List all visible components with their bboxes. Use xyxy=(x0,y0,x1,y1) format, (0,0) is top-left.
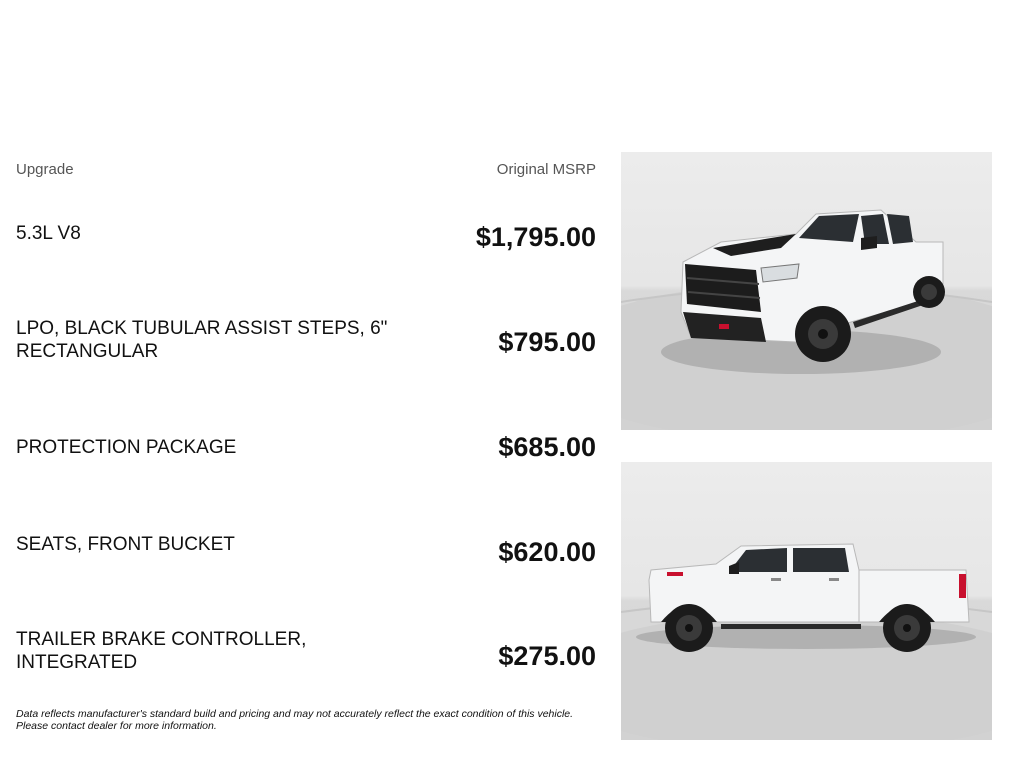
upgrade-row xyxy=(16,628,596,674)
upgrade-price: $275.00 xyxy=(498,641,596,671)
upgrade-price: $1,795.00 xyxy=(475,222,596,252)
vehicle-photo-front-quarter[interactable] xyxy=(621,152,992,430)
upgrade-name: TRAILER BRAKE CONTROLLER, INTEGRATED xyxy=(16,629,307,673)
upgrade-row xyxy=(16,222,596,252)
upgrade-name: LPO, BLACK TUBULAR ASSIST STEPS, 6" RECTANGULAR xyxy=(16,318,388,362)
upgrade-name: PROTECTION PACKAGE xyxy=(16,437,237,458)
msrp-column-header: Original MSRP xyxy=(496,161,596,178)
upgrade-name: SEATS, FRONT BUCKET xyxy=(16,534,235,555)
upgrade-price: $620.00 xyxy=(498,537,596,567)
upgrade-row xyxy=(16,317,596,363)
upgrade-column-header: Upgrade xyxy=(16,161,74,178)
upgrade-price: $685.00 xyxy=(498,432,596,462)
vehicle-photo-side-profile[interactable] xyxy=(621,462,992,740)
upgrade-name: 5.3L V8 xyxy=(16,223,81,244)
upgrade-price: $795.00 xyxy=(498,327,596,357)
upgrades-table-header xyxy=(16,160,596,180)
pricing-disclaimer: Data reflects manufacturer's standard build and pricing and may not accurately reflect the exact condition of this vehicle. Please contact dealer for more information. xyxy=(16,708,574,732)
upgrade-row xyxy=(16,432,596,462)
upgrade-row xyxy=(16,533,596,567)
